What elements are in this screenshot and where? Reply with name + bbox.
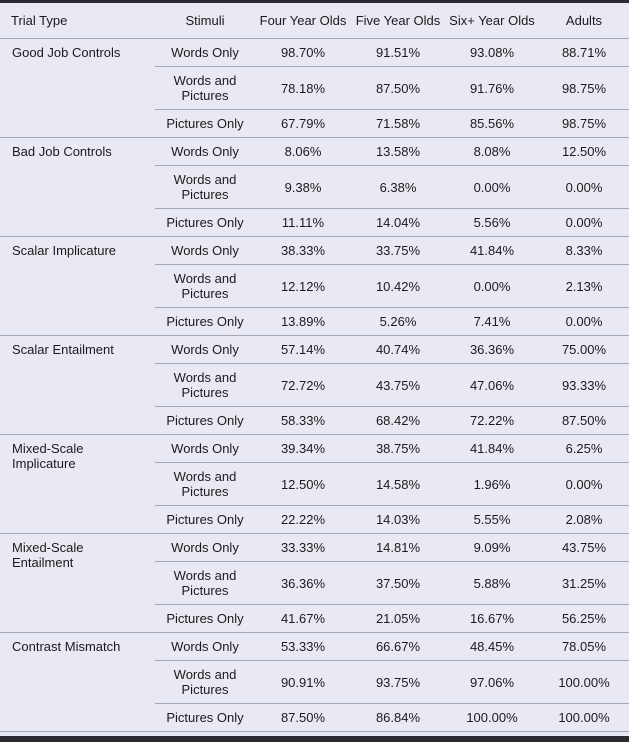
stimuli-cell: Words Only [155, 138, 255, 166]
results-table [0, 3, 629, 732]
table-row [0, 435, 629, 463]
stimuli-cell: Words Only [155, 336, 255, 364]
value-cell: 13.89% [255, 308, 351, 336]
value-cell: 14.81% [351, 534, 445, 562]
column-header: Stimuli [155, 3, 255, 39]
value-cell: 0.00% [539, 166, 629, 209]
value-cell: 0.00% [539, 308, 629, 336]
stimuli-cell: Words and Pictures [155, 463, 255, 506]
value-cell: 85.56% [445, 110, 539, 138]
value-cell: 39.34% [255, 435, 351, 463]
value-cell: 100.00% [539, 704, 629, 732]
column-header: Adults [539, 3, 629, 39]
value-cell: 75.00% [539, 336, 629, 364]
value-cell: 14.03% [351, 506, 445, 534]
value-cell: 53.33% [255, 633, 351, 661]
trial-type-cell: Scalar Implicature [0, 237, 155, 336]
value-cell: 9.38% [255, 166, 351, 209]
value-cell: 97.06% [445, 661, 539, 704]
value-cell: 12.50% [255, 463, 351, 506]
table-body [0, 39, 629, 732]
stimuli-cell: Pictures Only [155, 407, 255, 435]
value-cell: 22.22% [255, 506, 351, 534]
table-row [0, 534, 629, 562]
value-cell: 31.25% [539, 562, 629, 605]
value-cell: 8.08% [445, 138, 539, 166]
stimuli-cell: Words Only [155, 534, 255, 562]
value-cell: 9.09% [445, 534, 539, 562]
trial-type-cell: Mixed-Scale Implicature [0, 435, 155, 534]
stimuli-cell: Words Only [155, 39, 255, 67]
value-cell: 36.36% [255, 562, 351, 605]
table-row [0, 336, 629, 364]
value-cell: 33.75% [351, 237, 445, 265]
value-cell: 98.75% [539, 67, 629, 110]
value-cell: 68.42% [351, 407, 445, 435]
value-cell: 67.79% [255, 110, 351, 138]
value-cell: 93.75% [351, 661, 445, 704]
value-cell: 6.25% [539, 435, 629, 463]
value-cell: 5.26% [351, 308, 445, 336]
value-cell: 90.91% [255, 661, 351, 704]
stimuli-cell: Words Only [155, 435, 255, 463]
header-row [0, 3, 629, 39]
value-cell: 6.38% [351, 166, 445, 209]
stimuli-cell: Words and Pictures [155, 562, 255, 605]
stimuli-cell: Words and Pictures [155, 166, 255, 209]
value-cell: 88.71% [539, 39, 629, 67]
value-cell: 72.72% [255, 364, 351, 407]
value-cell: 98.75% [539, 110, 629, 138]
value-cell: 41.84% [445, 237, 539, 265]
value-cell: 16.67% [445, 605, 539, 633]
value-cell: 91.51% [351, 39, 445, 67]
trial-type-cell: Bad Job Controls [0, 138, 155, 237]
value-cell: 8.06% [255, 138, 351, 166]
trial-type-cell: Contrast Mismatch [0, 633, 155, 732]
value-cell: 12.12% [255, 265, 351, 308]
stimuli-cell: Pictures Only [155, 308, 255, 336]
stimuli-cell: Words and Pictures [155, 67, 255, 110]
value-cell: 7.41% [445, 308, 539, 336]
value-cell: 72.22% [445, 407, 539, 435]
value-cell: 100.00% [539, 661, 629, 704]
value-cell: 93.33% [539, 364, 629, 407]
column-header: Trial Type [0, 3, 155, 39]
value-cell: 0.00% [539, 463, 629, 506]
value-cell: 43.75% [351, 364, 445, 407]
value-cell: 2.13% [539, 265, 629, 308]
value-cell: 43.75% [539, 534, 629, 562]
value-cell: 5.56% [445, 209, 539, 237]
value-cell: 12.50% [539, 138, 629, 166]
stimuli-cell: Pictures Only [155, 209, 255, 237]
value-cell: 37.50% [351, 562, 445, 605]
value-cell: 14.58% [351, 463, 445, 506]
stimuli-cell: Words Only [155, 237, 255, 265]
value-cell: 100.00% [445, 704, 539, 732]
table-row [0, 39, 629, 67]
value-cell: 13.58% [351, 138, 445, 166]
value-cell: 87.50% [351, 67, 445, 110]
value-cell: 93.08% [445, 39, 539, 67]
value-cell: 71.58% [351, 110, 445, 138]
value-cell: 1.96% [445, 463, 539, 506]
stimuli-cell: Pictures Only [155, 605, 255, 633]
value-cell: 14.04% [351, 209, 445, 237]
value-cell: 87.50% [539, 407, 629, 435]
value-cell: 87.50% [255, 704, 351, 732]
stimuli-cell: Words and Pictures [155, 265, 255, 308]
value-cell: 38.75% [351, 435, 445, 463]
stimuli-cell: Pictures Only [155, 110, 255, 138]
value-cell: 0.00% [445, 265, 539, 308]
table-header [0, 3, 629, 39]
value-cell: 5.88% [445, 562, 539, 605]
value-cell: 57.14% [255, 336, 351, 364]
value-cell: 56.25% [539, 605, 629, 633]
trial-type-cell: Scalar Entailment [0, 336, 155, 435]
stimuli-cell: Words Only [155, 633, 255, 661]
table-row [0, 138, 629, 166]
column-header: Four Year Olds [255, 3, 351, 39]
value-cell: 48.45% [445, 633, 539, 661]
value-cell: 0.00% [445, 166, 539, 209]
value-cell: 40.74% [351, 336, 445, 364]
value-cell: 8.33% [539, 237, 629, 265]
column-header: Five Year Olds [351, 3, 445, 39]
value-cell: 41.67% [255, 605, 351, 633]
stimuli-cell: Words and Pictures [155, 364, 255, 407]
value-cell: 5.55% [445, 506, 539, 534]
value-cell: 78.05% [539, 633, 629, 661]
value-cell: 47.06% [445, 364, 539, 407]
value-cell: 0.00% [539, 209, 629, 237]
value-cell: 11.11% [255, 209, 351, 237]
value-cell: 86.84% [351, 704, 445, 732]
value-cell: 78.18% [255, 67, 351, 110]
stimuli-cell: Pictures Only [155, 704, 255, 732]
value-cell: 36.36% [445, 336, 539, 364]
column-header: Six+ Year Olds [445, 3, 539, 39]
table-row [0, 237, 629, 265]
value-cell: 98.70% [255, 39, 351, 67]
stimuli-cell: Words and Pictures [155, 661, 255, 704]
value-cell: 2.08% [539, 506, 629, 534]
value-cell: 38.33% [255, 237, 351, 265]
stimuli-cell: Pictures Only [155, 506, 255, 534]
value-cell: 41.84% [445, 435, 539, 463]
value-cell: 58.33% [255, 407, 351, 435]
value-cell: 91.76% [445, 67, 539, 110]
trial-type-cell: Mixed-Scale Entailment [0, 534, 155, 633]
table-row [0, 633, 629, 661]
value-cell: 66.67% [351, 633, 445, 661]
value-cell: 33.33% [255, 534, 351, 562]
value-cell: 21.05% [351, 605, 445, 633]
trial-type-cell: Good Job Controls [0, 39, 155, 138]
value-cell: 10.42% [351, 265, 445, 308]
